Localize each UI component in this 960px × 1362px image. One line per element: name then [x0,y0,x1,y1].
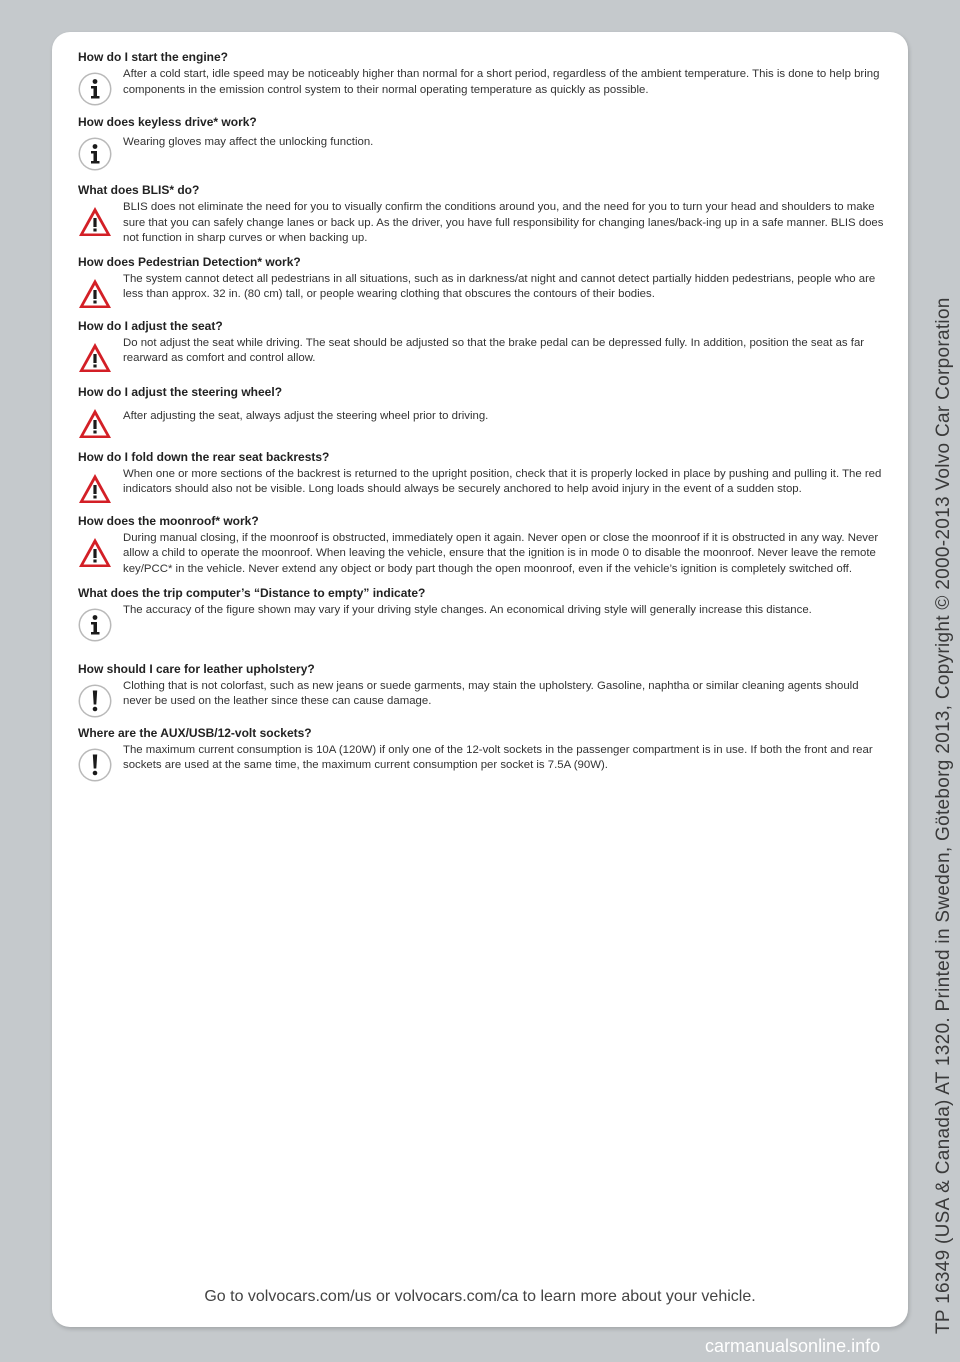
faq-item [78,255,886,311]
caution-icon [78,743,123,782]
faq-question: How should I care for leather upholstery? [78,661,315,676]
page-card [52,32,908,1327]
side-copyright-text: TP 16349 (USA & Canada) AT 1320. Printed in Sweden, Göteborg 2013, Copyright © 2000-2013 Volvo Car Corporation [933,297,954,1334]
faq-question: How do I start the engine? [78,50,229,64]
faq-question: What does BLIS* do? [78,183,200,197]
warning-triangle-icon [78,467,123,506]
faq-item [78,450,886,506]
faq-answer: After adjusting the seat, always adjust the steering wheel prior to driving. [123,409,489,422]
info-icon [78,132,123,171]
info-icon [78,67,123,106]
faq-question: How does Pedestrian Detection* work? [78,254,301,269]
faq-answer: Do not adjust the seat while driving. The seat should be adjusted so that the brake pedal can be depressed fully. In addition, position the seat as far rearward as comfort and control allow. [123,336,865,365]
faq-question: How does the moonroof* work? [78,513,259,528]
faq-answer: The system cannot detect all pedestrians in all situations, such as in darkness/at night and cannot detect partially hidden pedestrians, people who are less than approx. 32 in. (80 cm) tall, or people wearing clothing that obscures the contours of their bodies. [123,272,876,301]
faq-answer: When one or more sections of the backrest is returned to the upright position, check that it is properly locked in place by pushing and pulling it. The red indicators should also not be visible. Long loads should always be securely anchored to help avoid injury in the event of a sudden stop. [123,467,882,496]
faq-answer: Wearing gloves may affect the unlocking function. [123,136,374,148]
faq-item [78,662,886,718]
faq-question: Where are the AUX/USB/12-volt sockets? [78,725,312,740]
faq-list [78,50,886,790]
faq-question: How do I fold down the rear seat backrests? [78,449,330,464]
faq-item [78,385,886,441]
faq-answer: Clothing that is not colorfast, such as new jeans or suede garments, may stain the upholstery. Gasoline, naphtha or similar cleaning agents should never be used on the leather since these can cause damage. [123,679,859,708]
footer-link-text: Go to volvocars.com/us or volvocars.com/ca to learn more about your vehicle. [204,1288,756,1305]
caution-icon [78,679,123,718]
faq-item [78,586,886,642]
faq-answer: BLIS does not eliminate the need for you to visually confirm the conditions around you, and the need for you to turn your head and shoulders to make sure that you can safely change lanes or back up. As the driver, you have full responsibility for changing lanes/back-ing up in a safe manner. BLIS does not function in sharp curves or when backing up. [123,201,884,245]
faq-item [78,726,886,782]
faq-answer: The accuracy of the figure shown may vary if your driving style changes. An economical driving style will generally increase this distance. [123,603,812,616]
faq-answer: The maximum current consumption is 10A (120W) if only one of the 12-volt sockets in the passenger compartment is in use. If both the front and rear sockets are used at the same time, the maximum current consumption per socket is 7.5A (90W). [123,743,873,772]
faq-question: What does the trip computer’s “Distance to empty” indicate? [78,585,426,600]
faq-item [78,319,886,375]
faq-item [78,50,886,106]
faq-question: How do I adjust the seat? [78,318,223,333]
faq-answer: After a cold start, idle speed may be noticeably higher than normal for a short period, regardless of the ambient temperature. This is done to help bring components in the emission control system to their normal operating temperature as quickly as possible. [123,68,880,96]
watermark-text: carmanualsonline.info [705,1336,881,1356]
faq-question: How do I adjust the steering wheel? [78,384,283,399]
faq-question: How does keyless drive* work? [78,115,257,129]
warning-triangle-icon [78,531,123,570]
warning-triangle-icon [78,336,123,375]
faq-item [78,183,886,247]
info-icon [78,603,123,642]
faq-answer: During manual closing, if the moonroof is obstructed, immediately open it again. Never open or close the moonroof if it is obstructed in any way. Never allow a child to operate the moonroof. When leaving the vehicle, ensure that the ignition is in mode 0 to disable the moonroof. Never leave the remote key/PCC* in the vehicle. Never extend any object or body part though the open moonroof, even if the vehicle’s ignition is completely switched off. [123,531,879,575]
faq-item [78,115,886,171]
warning-triangle-icon [78,272,123,311]
warning-triangle-icon [78,402,123,441]
faq-item [78,514,886,578]
warning-triangle-icon [78,200,123,239]
